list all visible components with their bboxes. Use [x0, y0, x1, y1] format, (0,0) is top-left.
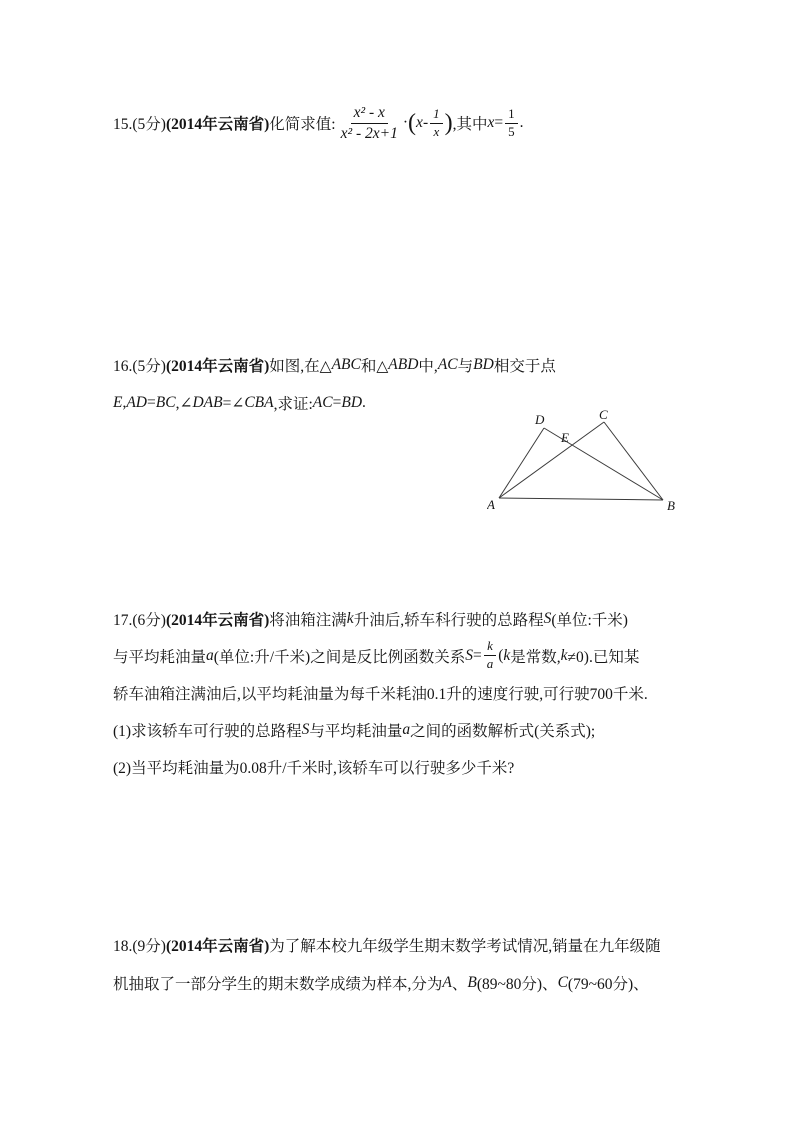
text-segment: 如图,在△	[269, 358, 332, 375]
vertex-label-A: A	[487, 497, 495, 510]
problem-18-line-1	[113, 926, 753, 964]
text-segment: )	[444, 110, 453, 136]
text-segment: 轿车油箱注满油后,以平均耗油量为每千米耗油0.1升的速度行驶,可行驶700千米.	[113, 685, 648, 703]
edge-BC	[604, 422, 663, 500]
fraction	[430, 107, 443, 140]
text-segment: S	[465, 646, 473, 664]
text-segment: (	[408, 110, 417, 136]
vertex-label-B: B	[667, 498, 675, 510]
text-segment: A	[442, 974, 452, 991]
fraction	[484, 639, 497, 672]
problem-18	[113, 926, 753, 1002]
text-segment: S	[301, 720, 310, 738]
text-segment: 与	[457, 358, 474, 375]
text-segment: BD	[473, 356, 494, 373]
text-segment: 相交于点	[493, 358, 556, 375]
problem-16-line-1	[113, 346, 753, 384]
text-segment: ≠0).已知某	[567, 648, 640, 666]
problem-15-line	[113, 98, 753, 148]
text-segment: S	[543, 609, 552, 627]
edge-AD	[499, 428, 544, 498]
text-segment: B	[467, 974, 477, 991]
text-segment: 与平均耗油量	[309, 722, 403, 740]
triangle-edges	[499, 422, 663, 500]
text-segment: DAB	[192, 394, 223, 411]
text-segment: 中,	[418, 358, 438, 375]
text-segment: C	[557, 974, 568, 991]
fraction-numerator: x² - x	[351, 104, 388, 124]
text-segment: 与平均耗油量	[113, 648, 207, 666]
text-segment: AC	[312, 394, 333, 411]
text-segment: ·	[402, 114, 409, 131]
text-segment: .	[362, 394, 366, 411]
text-segment: =	[147, 394, 156, 411]
text-segment: a	[206, 646, 214, 664]
text-segment: (2)当平均耗油量为0.08升/千米时,该轿车可以行驶多少千米?	[113, 759, 515, 777]
text-segment: (	[498, 646, 504, 664]
fraction-numerator: k	[484, 639, 496, 656]
problem-18-line-2	[113, 964, 753, 1002]
problem-17-line-1	[113, 600, 753, 637]
fraction	[338, 104, 401, 143]
text-segment: 18.(9分)	[113, 938, 166, 955]
text-segment: E	[113, 394, 123, 411]
text-segment: =	[332, 394, 342, 411]
problem-17-line-4	[113, 711, 753, 748]
text-segment: 17.(6分)	[113, 611, 166, 629]
text-segment: 化简求值:	[269, 116, 336, 133]
problem-17-line-3	[113, 674, 753, 711]
text-segment: (2014年云南省)	[165, 358, 270, 375]
fraction-numerator: 1	[505, 107, 518, 124]
text-segment: 和△	[360, 358, 389, 375]
fraction-denominator: x² - 2x+1	[340, 124, 398, 142]
text-segment: (单位:千米)	[551, 611, 628, 629]
problem-15	[113, 98, 753, 148]
text-segment: ABC	[331, 356, 361, 373]
fraction	[505, 107, 518, 140]
text-segment: (2014年云南省)	[165, 938, 270, 955]
fraction-numerator: 1	[430, 107, 443, 124]
text-segment: AD	[126, 394, 148, 411]
text-segment: 将油箱注满	[269, 611, 347, 629]
text-segment: .	[519, 114, 524, 131]
text-segment: ,	[122, 394, 127, 411]
fraction-denominator: x	[433, 123, 440, 139]
text-segment: =∠	[222, 394, 245, 412]
edge-AB	[499, 498, 663, 500]
text-segment: 、	[451, 976, 468, 993]
text-segment: (单位:升/千米)之间是反比例函数关系	[213, 648, 466, 666]
problem-17	[113, 600, 753, 785]
text-segment: 是常数,	[510, 648, 561, 666]
text-segment: 15.(5分)	[113, 116, 166, 133]
text-segment: (2014年云南省)	[165, 116, 270, 133]
text-segment: k	[346, 609, 354, 627]
text-segment: ABD	[388, 356, 419, 373]
text-segment: (1)求该轿车可行驶的总路程	[113, 722, 302, 740]
fraction-denominator: 5	[508, 123, 515, 139]
text-segment: ,求证:	[273, 396, 313, 413]
vertex-label-E: E	[561, 430, 569, 445]
text-segment: 升油后,轿车科行驶的总路程	[353, 611, 544, 629]
text-segment: AC	[437, 356, 458, 373]
problem-17-line-2	[113, 637, 753, 674]
text-segment: ,其中	[452, 116, 488, 133]
text-segment: ,∠	[175, 394, 193, 412]
text-segment: (2014年云南省)	[165, 611, 270, 629]
text-segment: k	[503, 646, 511, 664]
text-segment: (89~80分)、	[476, 976, 558, 993]
text-segment: x	[416, 114, 423, 131]
text-segment: k	[560, 646, 568, 664]
text-segment: 机抽取了一部分学生的期末数学成绩为样本,分为	[113, 976, 443, 993]
edge-AC	[499, 422, 604, 498]
geometry-figure	[487, 410, 677, 510]
vertex-label-C: C	[599, 410, 608, 422]
text-segment: -	[422, 114, 429, 131]
text-segment: =	[494, 114, 504, 131]
fraction-denominator: a	[486, 656, 494, 671]
text-segment: x	[487, 114, 495, 131]
text-segment: 16.(5分)	[113, 358, 166, 375]
text-segment: =	[472, 646, 482, 664]
text-segment: (79~60分)、	[567, 976, 649, 993]
text-segment: BC	[155, 394, 176, 411]
text-segment: CBA	[244, 394, 274, 411]
text-segment: a	[402, 720, 411, 738]
text-segment: 之间的函数解析式(关系式);	[410, 722, 596, 740]
problem-17-line-5	[113, 748, 753, 785]
text-segment: BD	[341, 394, 363, 411]
text-segment: 为了解本校九年级学生期末数学考试情况,销量在九年级随	[269, 938, 661, 955]
vertex-label-D: D	[535, 412, 545, 427]
